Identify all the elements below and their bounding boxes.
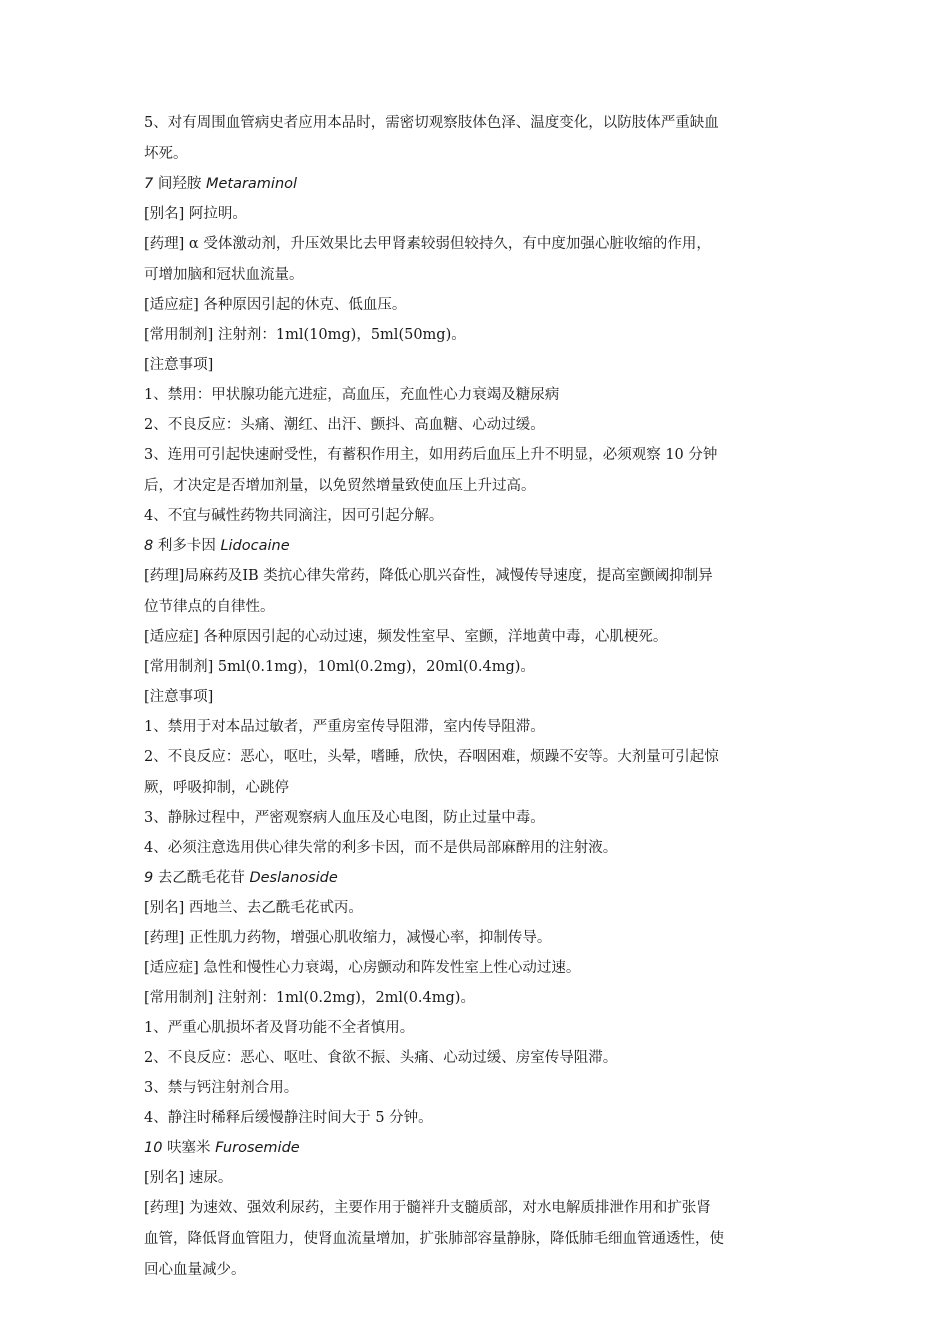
paragraph-line: 坏死。 — [144, 146, 188, 162]
text-line: [注意事项] — [144, 689, 214, 705]
text-line: 4、必须注意选用供心律失常的利多卡因，而不是供局部麻醉用的注射液。 — [144, 840, 618, 856]
paragraph-line: 3、连用可引起快速耐受性，有蓄积作用主，如用药后血压上升不明显，必须观察 10 分钟 — [144, 447, 718, 463]
paragraph-line: [药理] 为速效、强效利尿药，主要作用于髓袢升支髓质部，对水电解质排泄作用和扩张肾 — [144, 1200, 711, 1216]
paragraph — [144, 746, 810, 799]
drug-number: 8 — [144, 538, 154, 554]
text-line: 4、静注时稀释后缓慢静注时间大于 5 分钟。 — [144, 1110, 433, 1126]
drug-heading — [144, 173, 810, 195]
text-line: [常用制剂] 5ml(0.1mg)，10ml(0.2mg)，20ml(0.4mg)。 — [144, 659, 535, 675]
drug-name-cn: 利多卡因 — [157, 538, 216, 554]
paragraph — [144, 233, 810, 286]
paragraph — [144, 112, 810, 165]
drug-name-en: Deslanoside — [249, 870, 338, 886]
drug-heading — [144, 535, 810, 557]
paragraph-line: 5、对有周围血管病史者应用本品时，需密切观察肢体色泽、温度变化，以防肢体严重缺血 — [144, 115, 719, 131]
paragraph — [144, 1197, 810, 1281]
drug-heading — [144, 867, 810, 889]
text-line: [别名] 速尿。 — [144, 1170, 233, 1186]
paragraph-line: 后，才决定是否增加剂量，以免贸然增量致使血压上升过高。 — [144, 478, 536, 494]
paragraph-line: 可增加脑和冠状血流量。 — [144, 267, 304, 283]
drug-name-cn: 间羟胺 — [157, 176, 202, 192]
paragraph — [144, 444, 810, 497]
text-line: 2、不良反应：头痛、潮红、出汗、颤抖、高血糖、心动过缓。 — [144, 417, 545, 433]
drug-name-en: Metaraminol — [205, 176, 298, 192]
text-line: [别名] 西地兰、去乙酰毛花甙丙。 — [144, 900, 363, 916]
drug-name-cn: 呋塞米 — [167, 1140, 211, 1156]
text-line: 1、严重心肌损坏者及肾功能不全者慎用。 — [144, 1020, 415, 1036]
drug-number: 7 — [144, 176, 154, 192]
text-line: [药理] 正性肌力药物，增强心肌收缩力，减慢心率，抑制传导。 — [144, 930, 552, 946]
text-line: [适应症] 各种原因引起的休克、低血压。 — [144, 297, 407, 313]
drug-number: 10 — [144, 1140, 163, 1156]
paragraph-line: 回心血量减少。 — [144, 1262, 246, 1278]
text-line: 2、不良反应：恶心、呕吐、食欲不振、头痛、心动过缓、房室传导阻滞。 — [144, 1050, 618, 1066]
paragraph — [144, 565, 810, 618]
drug-heading — [144, 1137, 810, 1159]
text-line: 1、禁用：甲状腺功能亢进症，高血压，充血性心力衰竭及糖尿病 — [144, 387, 560, 403]
paragraph-line: 2、不良反应：恶心，呕吐，头晕，嗜睡，欣快，吞咽困难，烦躁不安等。大剂量可引起惊 — [144, 749, 719, 765]
text-line: [常用制剂] 注射剂：1ml(10mg)，5ml(50mg)。 — [144, 327, 466, 343]
text-line: [适应症] 急性和慢性心力衰竭，心房颤动和阵发性室上性心动过速。 — [144, 960, 581, 976]
text-line: [注意事项] — [144, 357, 214, 373]
paragraph-line: 厥，呼吸抑制，心跳停 — [144, 780, 289, 796]
text-line: 3、静脉过程中，严密观察病人血压及心电图，防止过量中毒。 — [144, 810, 545, 826]
text-line: [适应症] 各种原因引起的心动过速，频发性室早、室颤，洋地黄中毒，心肌梗死。 — [144, 629, 668, 645]
text-line: 4、不宜与碱性药物共同滴注，因可引起分解。 — [144, 508, 444, 524]
drug-name-cn: 去乙酰毛花苷 — [157, 870, 245, 886]
paragraph-line: [药理]局麻药及ⅠB 类抗心律失常药，降低心肌兴奋性，减慢传导速度，提高室颤阈抑制异 — [144, 568, 713, 584]
paragraph-line: [药理] α 受体激动剂，升压效果比去甲肾素较弱但较持久，有中度加强心脏收缩的作用， — [144, 236, 711, 252]
drug-number: 9 — [144, 870, 154, 886]
text-line: [别名] 阿拉明。 — [144, 206, 247, 222]
paragraph-line: 位节律点的自律性。 — [144, 599, 275, 615]
text-line: [常用制剂] 注射剂：1ml(0.2mg)，2ml(0.4mg)。 — [144, 990, 475, 1006]
document-page — [144, 112, 810, 1289]
drug-name-en: Furosemide — [215, 1140, 300, 1156]
text-line: 1、禁用于对本品过敏者，严重房室传导阻滞，室内传导阻滞。 — [144, 719, 545, 735]
paragraph-line: 血管，降低肾血管阻力，使肾血流量增加，扩张肺部容量静脉，降低肺毛细血管通透性，使 — [144, 1231, 724, 1247]
text-line: 3、禁与钙注射剂合用。 — [144, 1080, 299, 1096]
drug-name-en: Lidocaine — [220, 538, 290, 554]
